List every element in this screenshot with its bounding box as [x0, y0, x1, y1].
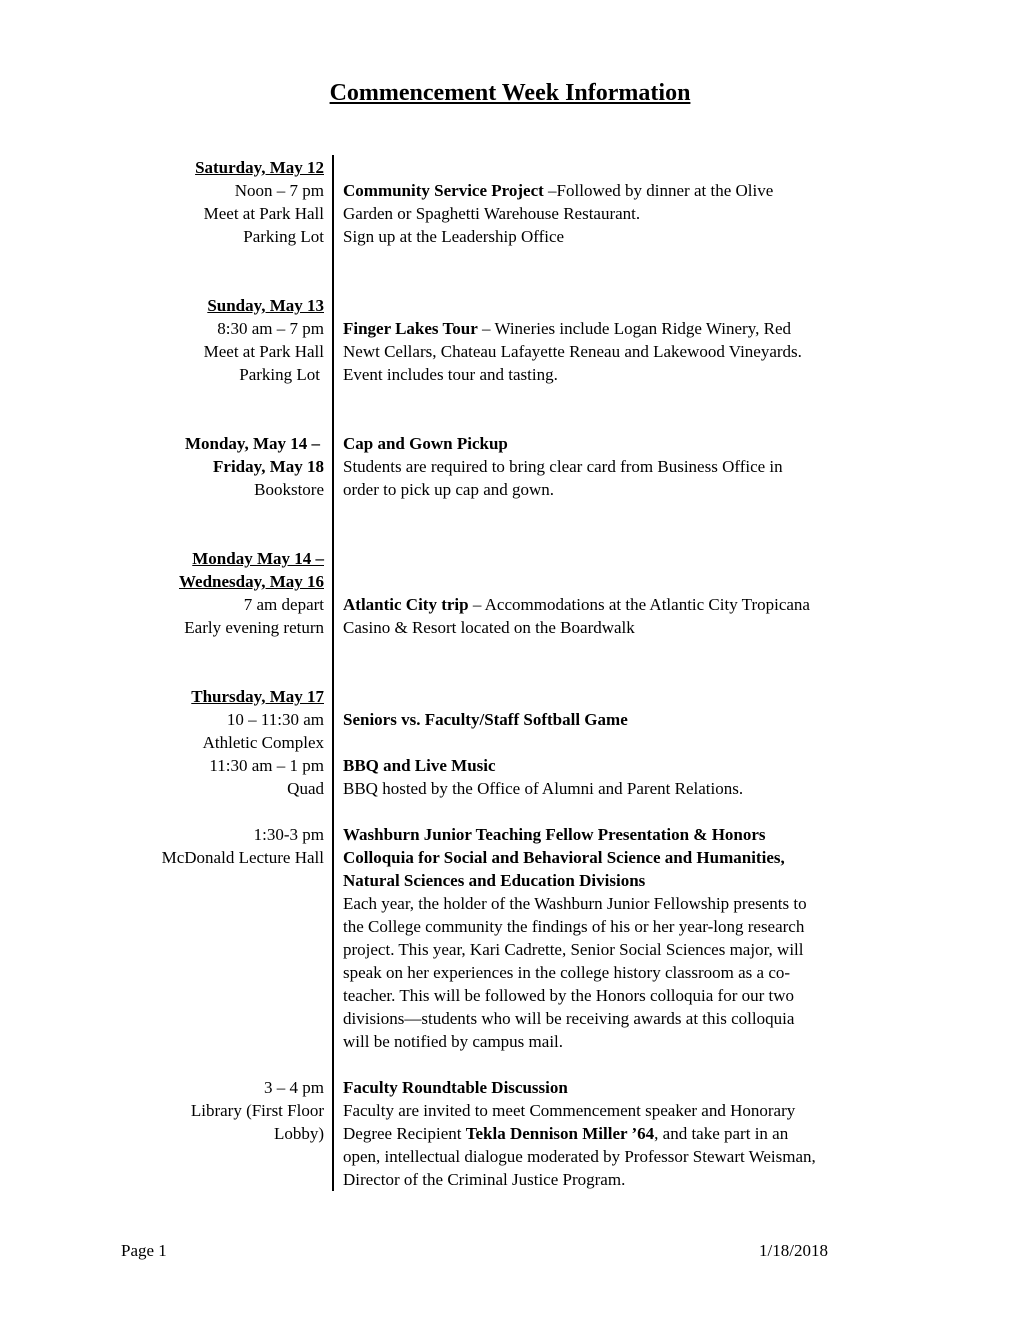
washburn-event: Colloquia for Social and Behavioral Science and Humanities,: [343, 848, 785, 867]
capgown-desc: Students are required to bring clear card from Business Office in: [343, 457, 783, 476]
event-desc: – Accommodations at the Atlantic City Tropicana: [468, 595, 810, 614]
atlantic-date: Wednesday, May 16: [179, 572, 324, 591]
roundtable-desc: open, intellectual dialogue moderated by Professor Stewart Weisman,: [343, 1147, 816, 1166]
roundtable-event: Faculty Roundtable Discussion: [343, 1078, 568, 1097]
event-title: Finger Lakes Tour: [343, 319, 478, 338]
sunday-time: 8:30 am – 7 pm: [217, 319, 324, 338]
atlantic-desc: Casino & Resort located on the Boardwalk: [343, 618, 635, 637]
footer-date: 1/18/2018: [759, 1241, 828, 1260]
softball-event: Seniors vs. Faculty/Staff Softball Game: [343, 710, 628, 729]
roundtable-place: Lobby): [273, 1124, 324, 1143]
event-desc: – Wineries include Logan Ridge Winery, Red: [477, 319, 791, 338]
saturday-place: Meet at Park Hall: [203, 204, 324, 223]
roundtable-desc-text: , and take part in an: [654, 1124, 789, 1143]
roundtable-desc: Director of the Criminal Justice Program.: [343, 1170, 626, 1189]
honoree-name: Tekla Dennison Miller ’64: [465, 1124, 655, 1143]
bbq-event: BBQ and Live Music: [343, 756, 496, 775]
atlantic-time: 7 am depart: [243, 595, 324, 614]
capgown-event: Cap and Gown Pickup: [343, 434, 508, 453]
roundtable-time: 3 – 4 pm: [264, 1078, 324, 1097]
bbq-desc: BBQ hosted by the Office of Alumni and Parent Relations.: [343, 779, 744, 798]
washburn-desc: divisions—students who will be receiving awards at this colloquia: [343, 1009, 795, 1028]
saturday-time: Noon – 7 pm: [234, 181, 324, 200]
sunday-desc: Event includes tour and tasting.: [343, 365, 558, 384]
washburn-event: Natural Sciences and Education Divisions: [343, 871, 646, 890]
roundtable-desc: Faculty are invited to meet Commencement speaker and Honorary: [343, 1101, 796, 1120]
capgown-date: Friday, May 18: [213, 457, 324, 476]
saturday-date: Saturday, May 12: [195, 158, 324, 177]
saturday-desc: Garden or Spaghetti Warehouse Restaurant.: [343, 204, 641, 223]
atlantic-return: Early evening return: [184, 618, 324, 637]
washburn-desc: teacher. This will be followed by the Honors colloquia for our two: [343, 986, 795, 1005]
washburn-desc: project. This year, Kari Cadrette, Senior Social Sciences major, will: [343, 940, 804, 959]
washburn-desc: the College community the findings of his or her year-long research: [343, 917, 805, 936]
washburn-event: Washburn Junior Teaching Fellow Presentation & Honors: [343, 825, 766, 844]
washburn-time: 1:30-3 pm: [253, 825, 324, 844]
sunday-place: Meet at Park Hall: [203, 342, 324, 361]
washburn-desc: Each year, the holder of the Washburn Junior Fellowship presents to: [343, 894, 807, 913]
atlantic-date: Monday May 14 –: [192, 549, 324, 568]
sunday-event: [343, 317, 791, 340]
sunday-date: Sunday, May 13: [207, 296, 324, 315]
bbq-time: 11:30 am – 1 pm: [209, 756, 324, 775]
softball-time: 10 – 11:30 am: [226, 710, 324, 729]
capgown-date: Monday, May 14 –: [184, 434, 320, 453]
roundtable-desc-text: Degree Recipient: [343, 1124, 466, 1143]
page-title: Commencement Week Information: [329, 80, 691, 106]
washburn-desc: speak on her experiences in the college history classroom as a co-: [343, 963, 791, 982]
roundtable-place: Library (First Floor: [190, 1101, 324, 1120]
event-title: Community Service Project: [343, 181, 544, 200]
atlantic-event: [343, 593, 810, 616]
event-title: Atlantic City trip: [343, 595, 469, 614]
saturday-desc: Sign up at the Leadership Office: [343, 227, 565, 246]
footer-page-number: Page 1: [121, 1241, 167, 1260]
event-desc: –Followed by dinner at the Olive: [543, 181, 774, 200]
column-divider: [332, 155, 334, 1191]
washburn-desc: will be notified by campus mail.: [343, 1032, 564, 1051]
roundtable-desc: [343, 1122, 788, 1145]
capgown-place: Bookstore: [254, 480, 324, 499]
sunday-desc: Newt Cellars, Chateau Lafayette Reneau and Lakewood Vineyards.: [343, 342, 802, 361]
thursday-date: Thursday, May 17: [191, 687, 324, 706]
bbq-place: Quad: [287, 779, 324, 798]
capgown-desc: order to pick up cap and gown.: [343, 480, 555, 499]
sunday-place: Parking Lot: [239, 365, 320, 384]
washburn-place: McDonald Lecture Hall: [161, 848, 324, 867]
saturday-event: [343, 179, 773, 202]
saturday-place: Parking Lot: [243, 227, 324, 246]
softball-place: Athletic Complex: [202, 733, 324, 752]
